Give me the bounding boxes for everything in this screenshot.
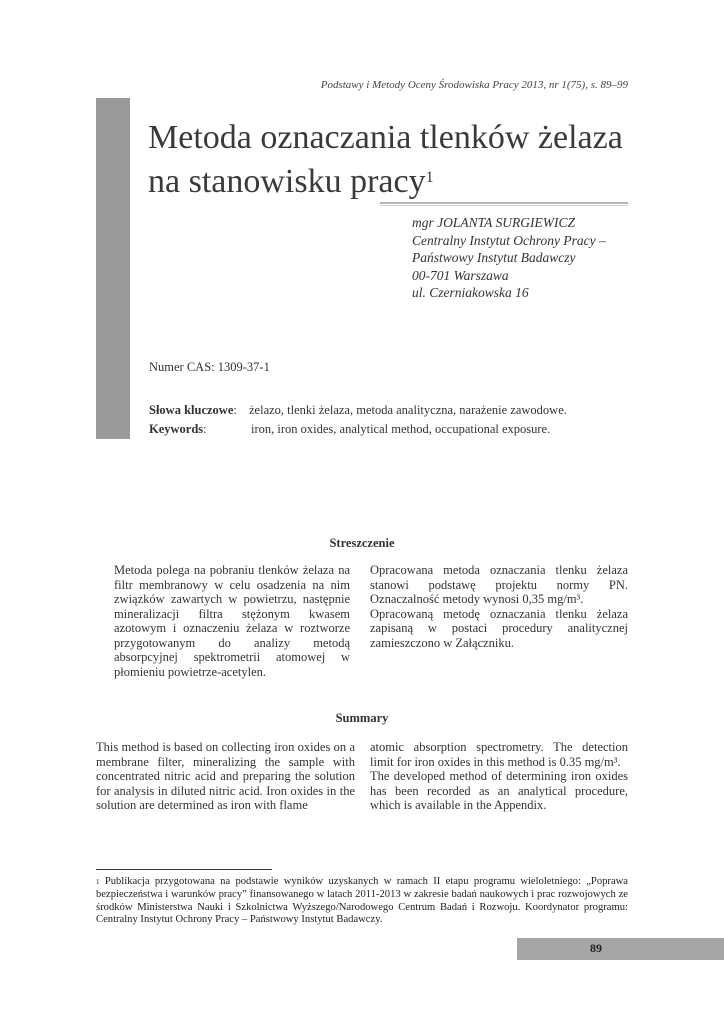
streszczenie-heading: Streszczenie [329, 536, 395, 550]
page-number-bar [517, 938, 724, 960]
footnote-mark: 1 [96, 878, 100, 886]
keywords-pl-value: żelazo, tlenki żelaza, metoda analityczna, narażenie zawodowe. [249, 403, 567, 417]
streszczenie-right-p1: Opracowana metoda oznaczania tlenku żelaza stanowi podstawę projektu normy PN. Oznaczalność metody wynosi 0,35 mg/m³. [370, 563, 628, 606]
title-footnote-mark: 1 [425, 169, 434, 186]
keywords-en-sep: : [203, 422, 207, 436]
keywords-pl-label: Słowa kluczowe [149, 403, 234, 417]
article-title [148, 116, 648, 204]
streszczenie-left-column [114, 563, 350, 679]
footnote-text: Publikacja przygotowana na podstawie wyników uzyskanych w ramach II etapu programu wieloletniego: „Poprawa bezpieczeństwa i warunków pracy” finansowanego w latach 2011-2013 w zakresie badań naukowych i prac rozwojowych ze środków Ministerstwa Nauki i Szkolnictwa Wyższego/Narodowego Centrum Badań i Rozwoju. Koordynator programu: Centralny Instytut Ochrony Pracy – Państwowy Instytut Badawczy. [96, 876, 628, 926]
cas-number: Numer CAS: 1309-37-1 [149, 360, 270, 374]
journal-header: Podstawy i Metody Oceny Środowiska Pracy 2013, nr 1(75), s. 89–99 [320, 79, 628, 91]
footnote-divider [96, 869, 272, 870]
affiliation-line: ul. Czerniakowska 16 [412, 285, 529, 300]
streszczenie-right-column [370, 563, 628, 650]
title-divider-secondary [380, 205, 628, 206]
streszczenie-left-text: Metoda polega na pobraniu tlenków żelaza na filtr membranowy w celu osadzenia na nim związków zawartych w powietrzu, następnie mineralizacji filtra stężonym kwasem azotowym i oznaczeniu żelaza w roztworze przygotowanym do analizy metodą absorpcyjnej spektrometrii atomowej w płomieniu powietrze-acetylen. [114, 563, 350, 679]
affiliation-line: Centralny Instytut Ochrony Pracy – [412, 232, 606, 248]
keywords-en [149, 422, 551, 437]
affiliation-line: 00-701 Warszawa [412, 267, 509, 283]
summary-right-p2: The developed method of determining iron oxides has been recorded as an analytical procedure, which is available in the Appendix. [370, 769, 628, 812]
summary-right-column [370, 740, 628, 813]
summary-right-p1: atomic absorption spectrometry. The detection limit for iron oxides in this method is 0.35 mg/m³. [370, 740, 628, 769]
keywords-en-label: Keywords [149, 422, 204, 436]
title-divider [380, 202, 628, 204]
author-affiliation [412, 214, 606, 302]
keywords-pl-sep: : [233, 403, 237, 417]
summary-left-column [96, 740, 355, 813]
author-name: mgr JOLANTA SURGIEWICZ [412, 215, 576, 230]
title-accent-bar [96, 98, 130, 439]
footnote [96, 876, 628, 927]
keywords-pl [149, 403, 567, 418]
keywords-en-value: iron, iron oxides, analytical method, occupational exposure. [251, 422, 551, 436]
page-number: 89 [590, 941, 602, 955]
title-line-2: na stanowisku pracy [148, 163, 426, 200]
affiliation-line: Państwowy Instytut Badawczy [412, 250, 576, 265]
title-line-1: Metoda oznaczania tlenków żelaza [148, 119, 623, 156]
summary-left-text: This method is based on collecting iron oxides on a membrane filter, mineralizing the sample with concentrated nitric acid and preparing the solution for analysis in diluted nitric acid. Iron oxides in the solution are determined as iron with flame [96, 740, 355, 812]
summary-heading: Summary [335, 711, 389, 725]
streszczenie-right-p2: Opracowaną metodę oznaczania tlenku żelaza zapisaną w postaci procedury analitycznej zamieszczono w Załączniku. [370, 606, 628, 650]
